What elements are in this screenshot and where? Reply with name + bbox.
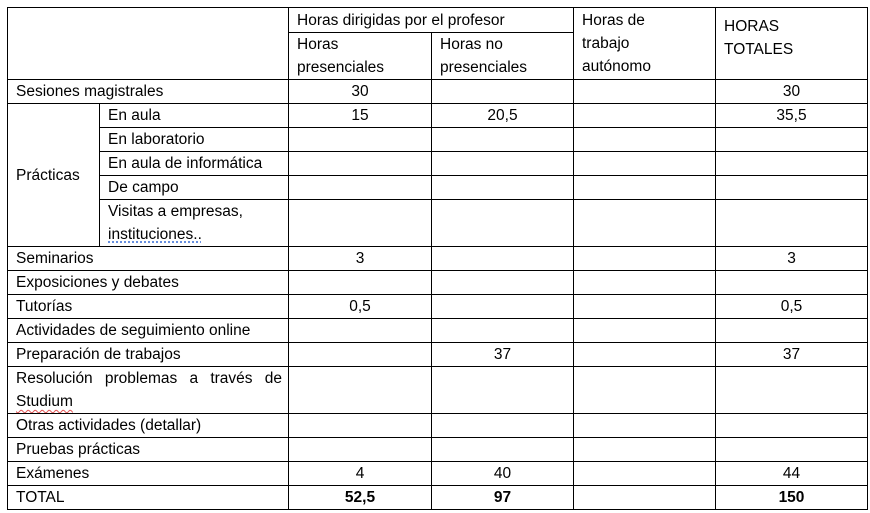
cell-total (716, 271, 868, 295)
table-row (8, 414, 868, 438)
table-row (8, 462, 868, 486)
cell-autonomo (574, 200, 716, 247)
header-autonomo-line2: trabajo (582, 35, 630, 52)
row-label-line2 (108, 223, 285, 246)
table-row (8, 319, 868, 343)
cell-autonomo (574, 80, 716, 104)
row-label-line1: Visitas a empresas, (108, 203, 243, 220)
row-label: En aula (100, 104, 289, 128)
cell-no-presenciales (432, 152, 574, 176)
cell-no-presenciales (432, 247, 574, 271)
row-label-line1: Resolución problemas a través de (16, 370, 282, 387)
cell-no-presenciales: 20,5 (432, 104, 574, 128)
cell-autonomo (574, 247, 716, 271)
spellcheck-text: instituciones.. (108, 226, 202, 243)
cell-no-presenciales (432, 414, 574, 438)
row-label: Preparación de trabajos (8, 343, 289, 367)
header-autonomo-line3: autónomo (582, 58, 651, 75)
header-group-label: Horas dirigidas por el profesor (297, 12, 505, 29)
cell-no-presenciales (432, 367, 574, 414)
cell-autonomo (574, 462, 716, 486)
table-row (8, 200, 868, 247)
cell-total (716, 438, 868, 462)
row-label: Tutorías (8, 295, 289, 319)
cell-presenciales (289, 200, 432, 247)
header-autonomo-cell (574, 8, 716, 80)
header-totales-line2: TOTALES (724, 40, 794, 58)
table-row (8, 271, 868, 295)
row-label: Otras actividades (detallar) (8, 414, 289, 438)
cell-total (716, 319, 868, 343)
cell-autonomo (574, 176, 716, 200)
header-empty-cell (8, 8, 289, 80)
header-presenciales-cell (289, 33, 432, 80)
cell-no-presenciales (432, 80, 574, 104)
hours-table (7, 7, 868, 510)
header-totales-cell (716, 8, 868, 80)
cell-total (716, 128, 868, 152)
cell-autonomo (574, 128, 716, 152)
table-row (8, 343, 868, 367)
cell-total (716, 176, 868, 200)
table-row (8, 438, 868, 462)
header-totales-line1: HORAS (724, 17, 780, 35)
table-row (8, 80, 868, 104)
cell-no-presenciales (432, 438, 574, 462)
cell-presenciales: 15 (289, 104, 432, 128)
row-label: En aula de informática (100, 152, 289, 176)
cell-no-presenciales (432, 200, 574, 247)
row-label: En laboratorio (100, 128, 289, 152)
header-row-1 (8, 8, 868, 33)
cell-no-presenciales (432, 176, 574, 200)
cell-autonomo (574, 295, 716, 319)
cell-presenciales (289, 319, 432, 343)
cell-no-presenciales (432, 128, 574, 152)
cell-presenciales (289, 367, 432, 414)
cell-presenciales: 0,5 (289, 295, 432, 319)
cell-presenciales: 52,5 (289, 486, 432, 510)
table-row (8, 367, 868, 414)
cell-presenciales (289, 271, 432, 295)
cell-total: 44 (716, 462, 868, 486)
cell-autonomo (574, 343, 716, 367)
row-label: Actividades de seguimiento online (8, 319, 289, 343)
cell-total (716, 152, 868, 176)
cell-autonomo (574, 414, 716, 438)
cell-total: 30 (716, 80, 868, 104)
row-label (100, 200, 289, 247)
cell-total (716, 200, 868, 247)
cell-autonomo (574, 319, 716, 343)
row-label: Seminarios (8, 247, 289, 271)
table-row (8, 295, 868, 319)
cell-autonomo (574, 367, 716, 414)
cell-autonomo (574, 271, 716, 295)
cell-total: 0,5 (716, 295, 868, 319)
row-label: Exposiciones y debates (8, 271, 289, 295)
spellcheck-text: Studium (16, 393, 73, 410)
row-label: De campo (100, 176, 289, 200)
table-row (8, 128, 868, 152)
cell-no-presenciales (432, 295, 574, 319)
practicas-label: Prácticas (8, 104, 100, 247)
cell-presenciales (289, 414, 432, 438)
cell-autonomo (574, 152, 716, 176)
header-no-presenciales-line2: presenciales (440, 59, 528, 76)
header-no-presenciales-line1: Horas no (440, 36, 503, 53)
cell-no-presenciales (432, 319, 574, 343)
cell-total (716, 367, 868, 414)
cell-presenciales (289, 128, 432, 152)
cell-presenciales (289, 176, 432, 200)
cell-presenciales: 3 (289, 247, 432, 271)
cell-presenciales (289, 438, 432, 462)
cell-no-presenciales (432, 271, 574, 295)
total-row (8, 486, 868, 510)
cell-no-presenciales: 40 (432, 462, 574, 486)
cell-no-presenciales: 97 (432, 486, 574, 510)
row-label: Sesiones magistrales (8, 80, 289, 104)
header-presenciales-line2: presenciales (297, 59, 385, 76)
cell-total: 150 (716, 486, 868, 510)
header-no-presenciales-cell (432, 33, 574, 80)
cell-total (716, 414, 868, 438)
header-autonomo-line1: Horas de (582, 12, 645, 29)
header-group-cell (289, 8, 574, 33)
table-row (8, 176, 868, 200)
cell-autonomo (574, 104, 716, 128)
cell-presenciales (289, 343, 432, 367)
cell-presenciales (289, 152, 432, 176)
cell-no-presenciales: 37 (432, 343, 574, 367)
table-row (8, 104, 868, 128)
row-label-line2 (16, 390, 285, 413)
cell-presenciales: 4 (289, 462, 432, 486)
cell-autonomo (574, 486, 716, 510)
header-presenciales-line1: Horas (297, 36, 339, 53)
row-label: TOTAL (8, 486, 289, 510)
cell-total: 3 (716, 247, 868, 271)
row-label (8, 367, 289, 414)
cell-total: 35,5 (716, 104, 868, 128)
table-row (8, 152, 868, 176)
cell-autonomo (574, 438, 716, 462)
table-row (8, 247, 868, 271)
row-label: Pruebas prácticas (8, 438, 289, 462)
cell-presenciales: 30 (289, 80, 432, 104)
row-label: Exámenes (8, 462, 289, 486)
cell-total: 37 (716, 343, 868, 367)
